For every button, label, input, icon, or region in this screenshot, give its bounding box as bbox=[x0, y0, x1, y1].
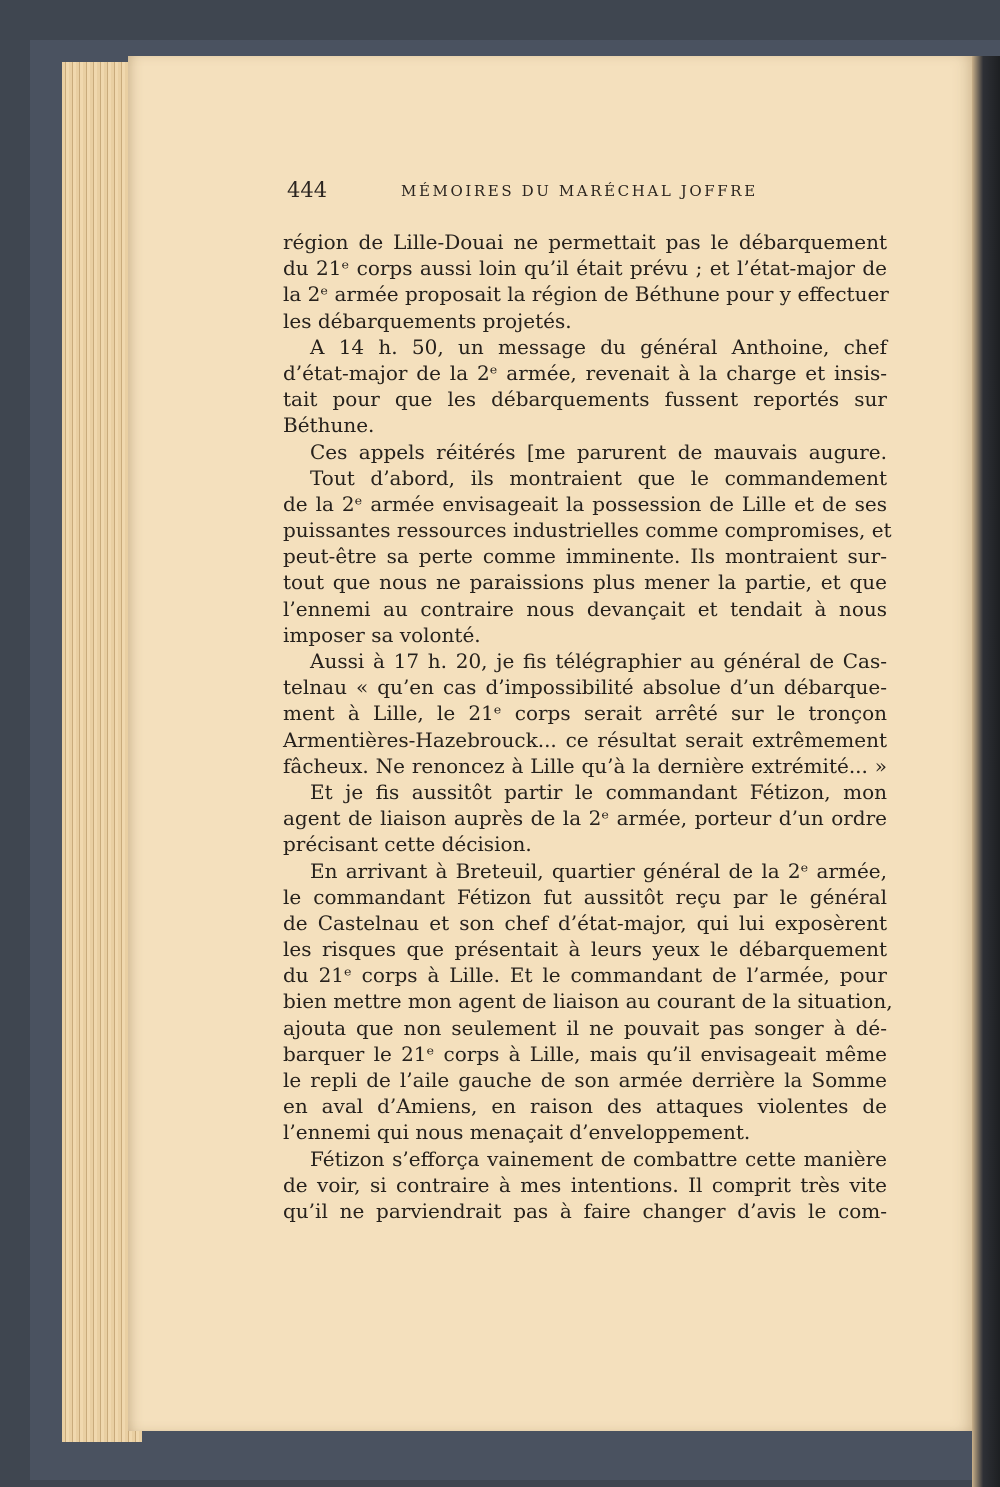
page-header bbox=[287, 178, 887, 208]
text-line: bien mettre mon agent de liaison au courant de la situation, bbox=[283, 989, 893, 1014]
text-line: de Castelnau et son chef d’état-major, qui lui exposèrent bbox=[283, 910, 887, 935]
text-line: telnau « qu’en cas d’impossibilité absolue d’un débarque- bbox=[283, 675, 887, 700]
page-number: 444 bbox=[287, 178, 328, 202]
text-line: tait pour que les débarquements fussent reportés sur bbox=[283, 387, 887, 412]
text-line: du 21ᵉ corps aussi loin qu’il était prévu ; et l’état-major de bbox=[283, 256, 887, 281]
text-line: de voir, si contraire à mes intentions. Il comprit très vite bbox=[283, 1172, 887, 1197]
text-line: le commandant Fétizon fut aussitôt reçu par le général bbox=[283, 884, 887, 909]
text-line: le repli de l’aile gauche de son armée derrière la Somme bbox=[283, 1068, 887, 1092]
running-title: MÉMOIRES DU MARÉCHAL JOFFRE bbox=[401, 182, 758, 200]
text-line: fâcheux. Ne renoncez à Lille qu’à la dernière extrémité... » bbox=[283, 753, 887, 778]
text-line: Fétizon s’efforça vainement de combattre cette manière bbox=[310, 1146, 887, 1171]
text-line: Béthune. bbox=[283, 413, 375, 438]
text-line: peut-être sa perte comme imminente. Ils montraient sur- bbox=[283, 544, 887, 569]
text-line: qu’il ne parviendrait pas à faire changer d’avis le com- bbox=[283, 1198, 887, 1223]
text-line: ment à Lille, le 21ᵉ corps serait arrêté sur le tronçon bbox=[283, 701, 887, 726]
text-line: l’ennemi qui nous menaçait d’enveloppement. bbox=[283, 1120, 751, 1145]
text-line: région de Lille-Douai ne permettait pas le débarquement bbox=[283, 230, 887, 254]
text-line: précisant cette décision. bbox=[283, 832, 532, 857]
text-line: Ces appels réitérés [me parurent de mauvais augure. bbox=[310, 439, 887, 464]
text-line: Tout d’abord, ils montraient que le commandement bbox=[310, 465, 887, 490]
text-line: l’ennemi au contraire nous devançait et tendait à nous bbox=[283, 596, 887, 621]
text-line: Et je fis aussitôt partir le commandant Fétizon, mon bbox=[310, 779, 887, 804]
text-line: d’état-major de la 2ᵉ armée, revenait à la charge et insis- bbox=[283, 360, 887, 385]
text-line: ajouta que non seulement il ne pouvait pas songer à dé- bbox=[283, 1015, 887, 1040]
text-line: imposer sa volonté. bbox=[283, 622, 481, 647]
text-line: de la 2ᵉ armée envisageait la possession de Lille et de ses bbox=[283, 491, 887, 516]
text-line: En arrivant à Breteuil, quartier général de la 2ᵉ armée, bbox=[310, 858, 887, 883]
text-line: les risques que présentait à leurs yeux le débarquement bbox=[283, 937, 887, 962]
text-line: agent de liaison auprès de la 2ᵉ armée, porteur d’un ordre bbox=[283, 806, 887, 831]
text-line: du 21ᵉ corps à Lille. Et le commandant de l’armée, pour bbox=[283, 963, 887, 988]
text-line: barquer le 21ᵉ corps à Lille, mais qu’il envisageait même bbox=[283, 1041, 887, 1066]
body-text bbox=[283, 229, 893, 1224]
text-line: Aussi à 17 h. 20, je fis télégraphier au général de Cas- bbox=[310, 649, 887, 673]
text-line: les débarquements projetés. bbox=[283, 308, 572, 333]
text-line: Armentières-Hazebrouck... ce résultat serait extrêmement bbox=[283, 727, 887, 752]
text-line: la 2ᵉ armée proposait la région de Béthune pour y effectuer bbox=[283, 282, 889, 307]
text-line: tout que nous ne paraissions plus mener la partie, et que bbox=[283, 570, 887, 595]
text-line: A 14 h. 50, un message du général Anthoine, chef bbox=[310, 334, 887, 359]
text-line: en aval d’Amiens, en raison des attaques violentes de bbox=[283, 1094, 887, 1119]
text-line: puissantes ressources industrielles comme compromises, et bbox=[283, 518, 892, 543]
book-gutter bbox=[972, 56, 1000, 1487]
